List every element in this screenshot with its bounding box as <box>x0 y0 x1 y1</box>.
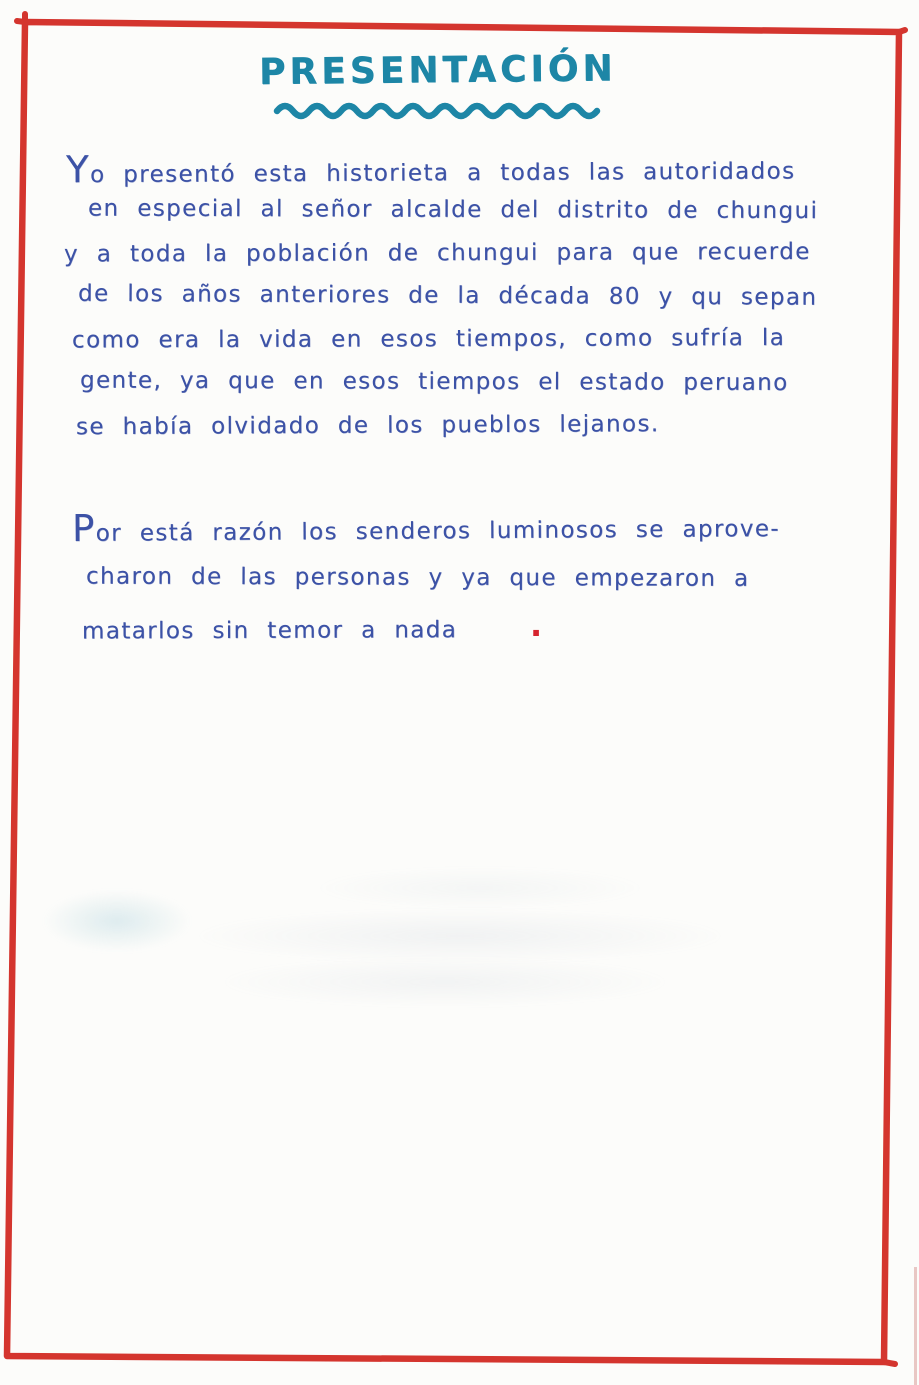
scan-edge-line <box>914 1267 917 1385</box>
handwritten-line: Por está razón los senderos luminosos se aprove- <box>71 506 781 550</box>
wavy-underline-decoration <box>273 99 609 121</box>
handwritten-line: matarlos sin temor a nada <box>81 617 458 645</box>
handwritten-line: se había olvidado de los pueblos lejanos. <box>75 411 660 441</box>
handwritten-line: gente, ya que en esos tiempos el estado peruano <box>79 367 789 397</box>
paragraph-1 <box>0 146 919 447</box>
handwritten-line: charon de las personas y ya que empezaron a <box>85 563 750 592</box>
handwritten-line: de los años anteriores de la década 80 y qu sepan <box>77 280 818 311</box>
paragraph-2 <box>0 500 919 656</box>
bleed-through-smudge <box>225 958 665 1006</box>
bleed-through-smudge <box>42 890 192 952</box>
bleed-through-smudge <box>200 910 720 962</box>
handwritten-line: Yo presentó esta historieta a todas las autoridados <box>65 148 796 192</box>
handwritten-line: en especial al señor alcalde del distrito de chungui <box>87 195 819 225</box>
title-block <box>0 50 897 91</box>
red-ink-period: . <box>530 606 543 644</box>
page-title: PRESENTACIÓN <box>258 48 617 93</box>
handwritten-line: como era la vida en esos tiempos, como sufría la <box>71 324 786 354</box>
handwritten-line: y a toda la población de chungui para que recuerde <box>63 238 811 268</box>
bleed-through-smudge <box>320 868 640 908</box>
